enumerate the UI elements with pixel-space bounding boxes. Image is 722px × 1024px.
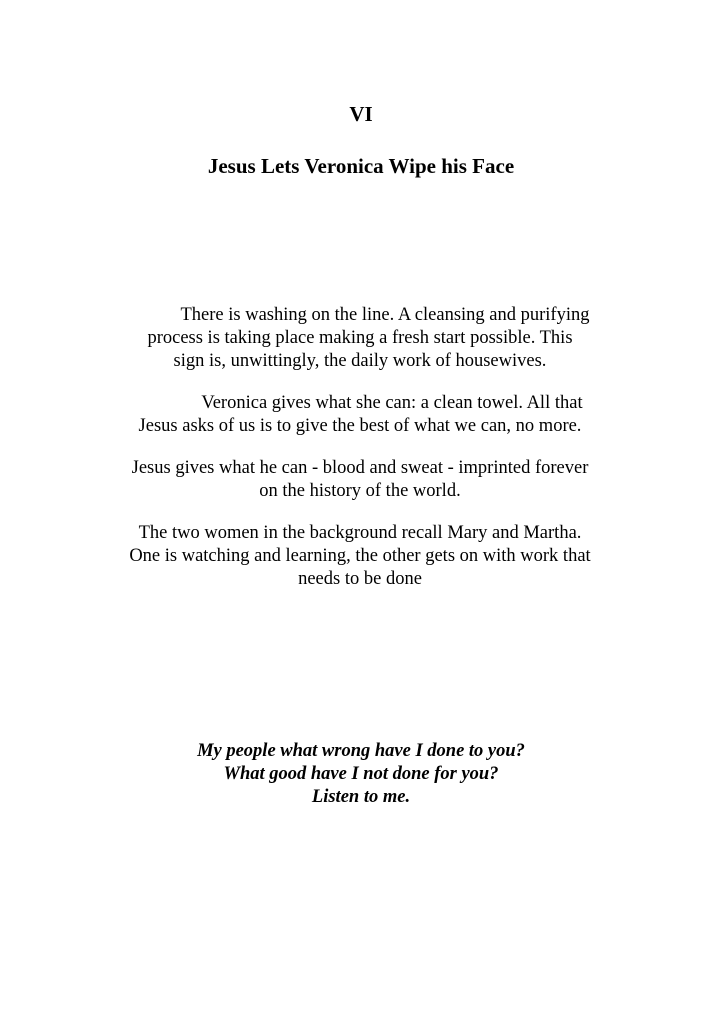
paragraph-two-women [90,522,630,591]
paragraph-line: Jesus asks of us is to give the best of what we can, no more. [138,416,582,436]
paragraph-line: One is watching and learning, the other gets on with work that [129,546,591,566]
paragraph-line: There is washing on the line. A cleansing and purifying [180,305,590,325]
refrain-line: Listen to me. [311,787,411,807]
paragraph-line: Jesus gives what he can - blood and sweat - imprinted forever [131,458,589,478]
paragraph-washing [90,304,630,373]
paragraph-veronica [90,392,630,438]
refrain [0,740,722,809]
station-number: VI [349,102,373,126]
station-title: Jesus Lets Veronica Wipe his Face [207,154,515,178]
paragraph-line: needs to be done [298,569,422,589]
paragraph-jesus-gives [90,457,630,503]
paragraph-line: on the history of the world. [259,481,461,501]
paragraph-line: The two women in the background recall Mary and Martha. [138,523,582,543]
paragraph-line: process is taking place making a fresh start possible. This [147,328,573,348]
refrain-line: What good have I not done for you? [223,764,499,784]
refrain-line: My people what wrong have I done to you? [197,741,525,761]
paragraph-line: sign is, unwittingly, the daily work of housewives. [173,351,547,371]
paragraph-line: Veronica gives what she can: a clean towel. All that [201,393,583,413]
